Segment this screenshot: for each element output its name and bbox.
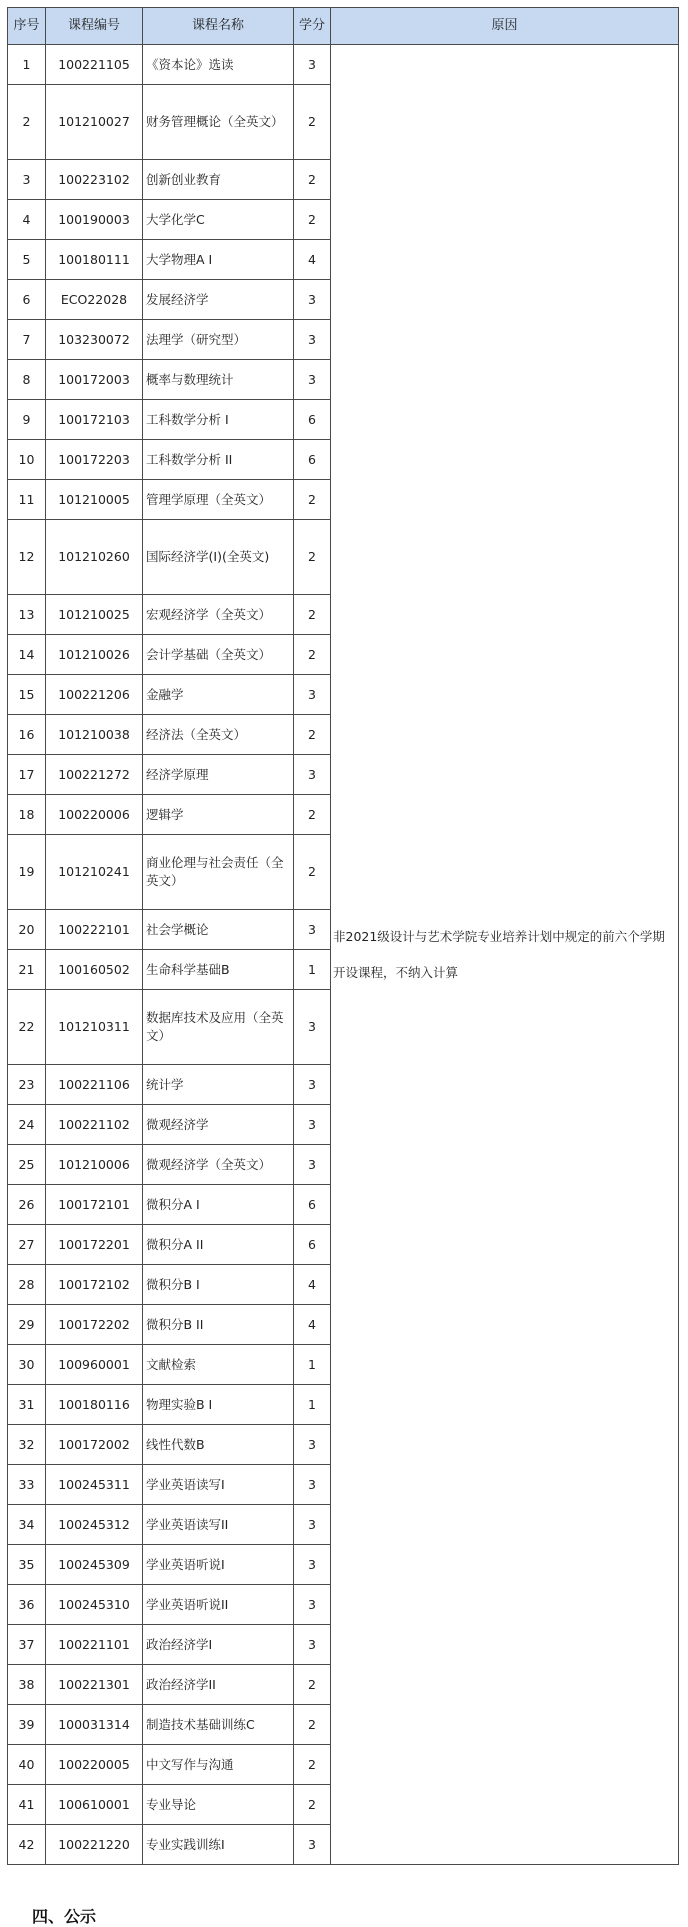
row-index: 38 (8, 1665, 46, 1705)
row-index: 10 (8, 440, 46, 480)
row-index: 25 (8, 1145, 46, 1185)
course-code: 100160502 (46, 950, 143, 990)
row-index: 3 (8, 160, 46, 200)
course-name: 会计学基础（全英文） (143, 635, 294, 675)
course-code: 100223102 (46, 160, 143, 200)
header-index: 序号 (8, 8, 46, 45)
course-credit: 1 (294, 950, 331, 990)
row-index: 21 (8, 950, 46, 990)
row-index: 9 (8, 400, 46, 440)
row-index: 27 (8, 1225, 46, 1265)
row-index: 18 (8, 795, 46, 835)
course-credit: 3 (294, 1625, 331, 1665)
course-credit: 2 (294, 835, 331, 910)
row-index: 2 (8, 85, 46, 160)
course-code: 100245312 (46, 1505, 143, 1545)
course-name: 微积分B II (143, 1305, 294, 1345)
course-credit: 2 (294, 1745, 331, 1785)
course-name: 专业实践训练I (143, 1825, 294, 1865)
course-code: 100221206 (46, 675, 143, 715)
course-credit: 4 (294, 1305, 331, 1345)
row-index: 1 (8, 45, 46, 85)
row-index: 39 (8, 1705, 46, 1745)
course-code: 100221105 (46, 45, 143, 85)
table-header-row (8, 8, 679, 45)
course-name: 学业英语读写II (143, 1505, 294, 1545)
table-row (8, 45, 679, 85)
course-code: 101210005 (46, 480, 143, 520)
course-credit: 3 (294, 1505, 331, 1545)
course-code: 100172002 (46, 1425, 143, 1465)
course-credit: 3 (294, 675, 331, 715)
course-code: 100220006 (46, 795, 143, 835)
course-credit: 3 (294, 1465, 331, 1505)
course-code: 101210025 (46, 595, 143, 635)
course-name: 政治经济学I (143, 1625, 294, 1665)
course-code: 100220005 (46, 1745, 143, 1785)
course-credit: 2 (294, 85, 331, 160)
header-course-name: 课程名称 (143, 8, 294, 45)
row-index: 35 (8, 1545, 46, 1585)
course-name: 学业英语读写I (143, 1465, 294, 1505)
course-code: 100221106 (46, 1065, 143, 1105)
course-name: 微观经济学（全英文） (143, 1145, 294, 1185)
course-name: 微积分A II (143, 1225, 294, 1265)
course-name: 微积分A I (143, 1185, 294, 1225)
course-code: 101210311 (46, 990, 143, 1065)
course-code: ECO22028 (46, 280, 143, 320)
row-index: 15 (8, 675, 46, 715)
course-code: 100245309 (46, 1545, 143, 1585)
course-credit: 3 (294, 1585, 331, 1625)
course-code: 100172201 (46, 1225, 143, 1265)
row-index: 4 (8, 200, 46, 240)
row-index: 7 (8, 320, 46, 360)
course-credit: 2 (294, 715, 331, 755)
course-name: 微观经济学 (143, 1105, 294, 1145)
course-name: 制造技术基础训练C (143, 1705, 294, 1745)
course-code: 100190003 (46, 200, 143, 240)
row-index: 6 (8, 280, 46, 320)
course-credit: 2 (294, 200, 331, 240)
row-index: 36 (8, 1585, 46, 1625)
course-name: 学业英语听说II (143, 1585, 294, 1625)
course-credit: 2 (294, 1785, 331, 1825)
course-credit: 2 (294, 1665, 331, 1705)
course-credit: 1 (294, 1345, 331, 1385)
course-credit: 2 (294, 595, 331, 635)
course-credit: 6 (294, 440, 331, 480)
course-code: 100172103 (46, 400, 143, 440)
course-name: 生命科学基础B (143, 950, 294, 990)
course-credit: 3 (294, 1145, 331, 1185)
table-body (8, 45, 679, 1865)
course-credit: 4 (294, 1265, 331, 1305)
row-index: 13 (8, 595, 46, 635)
course-credit: 4 (294, 240, 331, 280)
course-name: 大学化学C (143, 200, 294, 240)
course-code: 101210241 (46, 835, 143, 910)
row-index: 14 (8, 635, 46, 675)
reason-cell: 非2021级设计与艺术学院专业培养计划中规定的前六个学期开设课程，不纳入计算 (331, 45, 679, 1865)
course-name: 社会学概论 (143, 910, 294, 950)
course-code: 100172203 (46, 440, 143, 480)
row-index: 24 (8, 1105, 46, 1145)
course-name: 政治经济学II (143, 1665, 294, 1705)
course-code: 100221220 (46, 1825, 143, 1865)
course-credit: 1 (294, 1385, 331, 1425)
course-credit: 2 (294, 635, 331, 675)
course-name: 发展经济学 (143, 280, 294, 320)
course-code: 101210027 (46, 85, 143, 160)
course-name: 微积分B I (143, 1265, 294, 1305)
course-code: 100245310 (46, 1585, 143, 1625)
course-name: 金融学 (143, 675, 294, 715)
row-index: 23 (8, 1065, 46, 1105)
course-code: 100172003 (46, 360, 143, 400)
row-index: 26 (8, 1185, 46, 1225)
course-code: 100221301 (46, 1665, 143, 1705)
course-table (7, 7, 679, 1865)
course-credit: 6 (294, 1225, 331, 1265)
course-name: 创新创业教育 (143, 160, 294, 200)
course-credit: 3 (294, 1105, 331, 1145)
row-index: 42 (8, 1825, 46, 1865)
course-code: 101210038 (46, 715, 143, 755)
course-code: 100172202 (46, 1305, 143, 1345)
row-index: 20 (8, 910, 46, 950)
row-index: 41 (8, 1785, 46, 1825)
header-reason: 原因 (331, 8, 679, 45)
course-code: 100180111 (46, 240, 143, 280)
course-credit: 3 (294, 1065, 331, 1105)
course-credit: 3 (294, 990, 331, 1065)
course-credit: 6 (294, 1185, 331, 1225)
row-index: 33 (8, 1465, 46, 1505)
course-credit: 3 (294, 755, 331, 795)
course-name: 工科数学分析 I (143, 400, 294, 440)
course-code: 100221102 (46, 1105, 143, 1145)
row-index: 12 (8, 520, 46, 595)
header-course-code: 课程编号 (46, 8, 143, 45)
course-name: 法理学（研究型） (143, 320, 294, 360)
course-code: 100172102 (46, 1265, 143, 1305)
course-credit: 3 (294, 45, 331, 85)
course-name: 管理学原理（全英文） (143, 480, 294, 520)
section-title: 四、公示 (32, 1907, 97, 1926)
course-name: 《资本论》选读 (143, 45, 294, 85)
row-index: 40 (8, 1745, 46, 1785)
course-name: 专业导论 (143, 1785, 294, 1825)
course-name: 宏观经济学（全英文） (143, 595, 294, 635)
row-index: 5 (8, 240, 46, 280)
course-name: 中文写作与沟通 (143, 1745, 294, 1785)
course-code: 101210026 (46, 635, 143, 675)
course-credit: 6 (294, 400, 331, 440)
course-credit: 3 (294, 280, 331, 320)
header-credit: 学分 (294, 8, 331, 45)
course-code: 100610001 (46, 1785, 143, 1825)
course-code: 100172101 (46, 1185, 143, 1225)
course-code: 100180116 (46, 1385, 143, 1425)
course-credit: 3 (294, 910, 331, 950)
course-code: 100221101 (46, 1625, 143, 1665)
course-code: 100031314 (46, 1705, 143, 1745)
row-index: 19 (8, 835, 46, 910)
course-code: 103230072 (46, 320, 143, 360)
course-credit: 3 (294, 360, 331, 400)
course-name: 概率与数理统计 (143, 360, 294, 400)
course-credit: 2 (294, 795, 331, 835)
course-name: 大学物理A I (143, 240, 294, 280)
course-credit: 3 (294, 1545, 331, 1585)
course-code: 100960001 (46, 1345, 143, 1385)
course-credit: 3 (294, 1825, 331, 1865)
course-credit: 2 (294, 520, 331, 595)
course-name: 数据库技术及应用（全英文） (143, 990, 294, 1065)
course-name: 文献检索 (143, 1345, 294, 1385)
course-credit: 2 (294, 160, 331, 200)
course-code: 101210006 (46, 1145, 143, 1185)
course-name: 学业英语听说I (143, 1545, 294, 1585)
course-name: 工科数学分析 II (143, 440, 294, 480)
course-name: 统计学 (143, 1065, 294, 1105)
course-name: 物理实验B I (143, 1385, 294, 1425)
row-index: 37 (8, 1625, 46, 1665)
course-name: 国际经济学(Ⅰ)(全英文) (143, 520, 294, 595)
course-credit: 3 (294, 320, 331, 360)
course-code: 101210260 (46, 520, 143, 595)
course-code: 100222101 (46, 910, 143, 950)
row-index: 17 (8, 755, 46, 795)
row-index: 34 (8, 1505, 46, 1545)
course-name: 经济学原理 (143, 755, 294, 795)
course-credit: 2 (294, 1705, 331, 1745)
row-index: 11 (8, 480, 46, 520)
row-index: 16 (8, 715, 46, 755)
row-index: 28 (8, 1265, 46, 1305)
course-name: 逻辑学 (143, 795, 294, 835)
row-index: 31 (8, 1385, 46, 1425)
course-credit: 2 (294, 480, 331, 520)
row-index: 30 (8, 1345, 46, 1385)
course-name: 经济法（全英文） (143, 715, 294, 755)
course-code: 100245311 (46, 1465, 143, 1505)
course-name: 财务管理概论（全英文） (143, 85, 294, 160)
row-index: 8 (8, 360, 46, 400)
course-name: 线性代数B (143, 1425, 294, 1465)
course-credit: 3 (294, 1425, 331, 1465)
row-index: 29 (8, 1305, 46, 1345)
course-code: 100221272 (46, 755, 143, 795)
row-index: 22 (8, 990, 46, 1065)
course-name: 商业伦理与社会责任（全英文） (143, 835, 294, 910)
row-index: 32 (8, 1425, 46, 1465)
